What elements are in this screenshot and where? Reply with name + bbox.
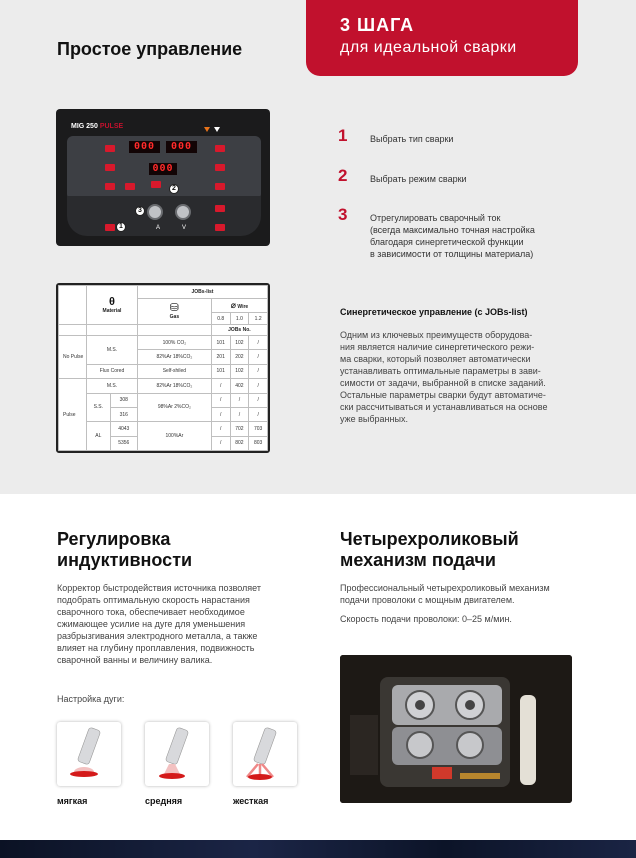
arc-medium-image <box>145 722 209 786</box>
material-header: θ Material <box>87 286 138 325</box>
panel-button <box>105 224 115 231</box>
jobs-list-table: θ Material JOBs-list ⛁ Gas ⌀ Wire 0.8 1.0 1.2 JOBs No. No Pulse M.S. 100% CO₂ 101 102 / 82%Ar 18%CO₂ 201 202 / Flux Cored Self-shiled 101 102 / Pulse M.S. 82%Ar 18%CO₂ / 402 / S.S. 308 98%Ar 2%CO₂ / / / 316 / / / AL 4043 100%Ar / 702 703 5356 / 802 803 <box>56 283 270 453</box>
synergic-text: Одним из ключевых преимуществ оборудова- ния является наличие синергетического режи- ма сварки, который позволяет автоматически устанавливать оптимальные параметры в зави- симости от задачи, выбранной в списке заданий. Остальные параметры сварки будут автоматиче- ски рассчитываться и устанавливаться на основе уже выбранных. <box>340 330 548 424</box>
label-a: A <box>156 225 161 231</box>
wire-size: 1.2 <box>249 313 268 325</box>
page-title: Простое управление <box>57 39 243 59</box>
material-icon: θ <box>109 295 115 308</box>
display-left: 000 <box>129 141 160 153</box>
knob-current <box>147 204 163 220</box>
step-text: Выбрать тип сварки <box>370 134 454 144</box>
knob-voltage <box>175 204 191 220</box>
panel-button <box>215 224 225 231</box>
panel-knob-area <box>67 196 261 236</box>
panel-button <box>151 181 161 188</box>
panel-button <box>105 145 115 152</box>
panel-model-label: MIG 250 PULSE <box>71 123 124 130</box>
arc-label-soft: мягкая <box>57 796 88 806</box>
marker-2: 2 <box>169 184 179 194</box>
panel-button <box>105 164 115 171</box>
display-mid: 000 <box>149 163 177 175</box>
ribbon-title: 3 ШАГА <box>340 15 415 35</box>
material-cell: M.S. <box>87 336 138 365</box>
jobs-table-title: JOBs-list <box>137 286 267 299</box>
arc-label-hard: жесткая <box>233 796 269 806</box>
panel-button <box>215 164 225 171</box>
mode-cell: No Pulse <box>59 336 87 379</box>
step-number: 1 <box>338 126 348 145</box>
marker-1: 1 <box>116 222 126 232</box>
inductance-text: Корректор быстродействия источника позволяет подобрать оптимальную скорость нарастания сварочного тока, обеспечивает необходимое сжимающее усилие на дуге для уменьшения разбрызгивания электродного металла, а также влияет на глубину проплавления, подвижность сварочной ванны и величину валика. <box>57 583 262 665</box>
wire-size: 0.8 <box>211 313 230 325</box>
panel-button <box>215 183 225 190</box>
wire-header: ⌀ Wire <box>211 299 267 313</box>
panel-button <box>105 183 115 190</box>
panel-button <box>215 145 225 152</box>
feeder-title: Четырехроликовый механизм подачи <box>340 529 519 570</box>
feeder-speed: Скорость подачи проволоки: 0–25 м/мин. <box>340 614 512 624</box>
arc-setting-label: Настройка дуги: <box>57 694 125 704</box>
diameter-icon: ⌀ <box>230 300 237 310</box>
arc-label-medium: средняя <box>145 796 183 806</box>
mode-cell: Pulse <box>59 379 87 451</box>
wire-feeder-photo <box>340 655 572 803</box>
panel-button <box>215 205 225 212</box>
step-number: 3 <box>338 205 348 224</box>
label-v: V <box>182 225 187 231</box>
gas-cylinder-icon: ⛁ <box>169 302 180 314</box>
inductance-title: Регулировка индуктивности <box>57 529 193 570</box>
marker-3: 3 <box>135 206 145 216</box>
gas-header: ⛁ Gas <box>137 299 211 325</box>
ribbon-subtitle: для идеальной сварки <box>340 39 517 56</box>
panel-button <box>125 183 135 190</box>
panel-display-area <box>67 136 261 200</box>
indicator-icon <box>204 127 210 132</box>
feeder-text: Профессиональный четырехроликовый механизм подачи проволоки с мощным двигателем. <box>340 583 550 605</box>
synergic-title: Синергетическое управление (с JOBs-list) <box>340 307 528 317</box>
indicator-icon <box>214 127 220 132</box>
step-text: Отрегулировать сварочный ток (всегда максимально точная настройка благодаря синергетической функции в зависимости от толщины материала) <box>370 213 535 259</box>
arc-hard-image <box>233 722 297 786</box>
step-text: Выбрать режим сварки <box>370 174 467 184</box>
steps-ribbon <box>306 0 578 76</box>
arc-soft-image <box>57 722 121 786</box>
jobs-no-header: JOBs No. <box>211 325 267 336</box>
control-panel-image <box>56 109 270 246</box>
wire-size: 1.0 <box>230 313 249 325</box>
display-right: 000 <box>166 141 197 153</box>
footer-strip <box>0 840 636 858</box>
step-number: 2 <box>338 166 348 185</box>
